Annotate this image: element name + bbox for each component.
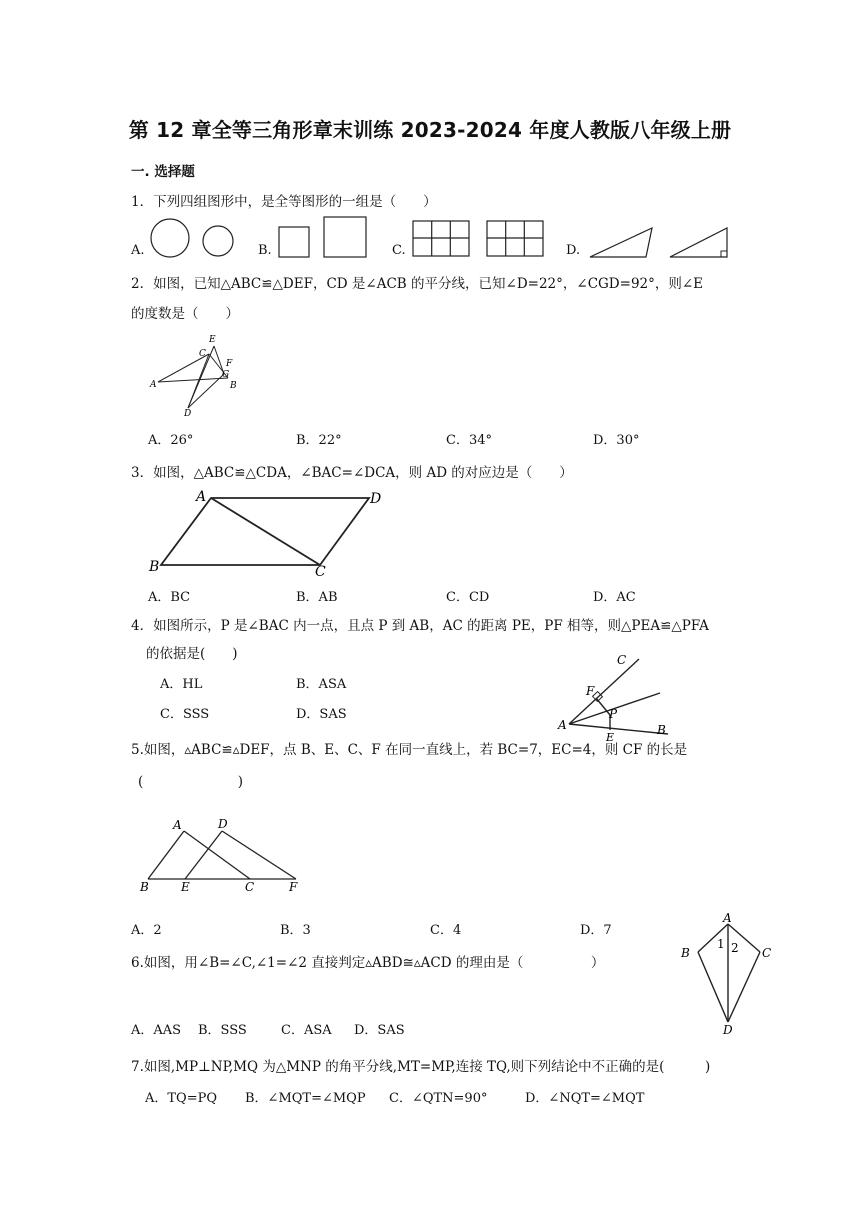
question-5-stem-line2: ( ) — [138, 774, 244, 790]
question-1-stem: 1．下列四组图形中，是全等图形的一组是（ ） — [131, 194, 437, 210]
q1-figure-circles — [148, 216, 243, 260]
q6-label-b: B — [681, 946, 690, 960]
question-2-stem-line2: 的度数是（ ） — [131, 306, 239, 322]
q1-figure-squares — [276, 214, 371, 260]
q3-figure — [145, 488, 385, 578]
q1-label-c: C. — [392, 243, 406, 258]
q4-option-b[interactable]: B．ASA — [296, 677, 347, 692]
q3-option-d[interactable]: D．AC — [593, 590, 636, 605]
page-title: 第 12 章全等三角形章末训练 2023-2024 年度人教版八年级上册 — [128, 118, 732, 142]
q6-figure — [676, 910, 786, 1036]
q2-label-f: F — [226, 359, 233, 369]
q4-label-f: F — [586, 684, 595, 698]
q2-option-c[interactable]: C．34° — [446, 433, 492, 448]
q6-option-c[interactable]: C．ASA — [281, 1023, 332, 1038]
q2-label-d: D — [184, 409, 192, 419]
q2-label-c: C — [199, 349, 206, 359]
question-2-stem-line1: 2．如图，已知△ABC≌△DEF，CD 是∠ACB 的平分线，已知∠D=22°，∠CGD=92°，则∠E — [131, 276, 704, 292]
q5-label-a: A — [173, 818, 182, 832]
question-4-stem-line2: 的依据是( ) — [146, 646, 238, 662]
q7-option-c[interactable]: C．∠QTN=90° — [389, 1091, 488, 1106]
q4-label-p: P — [609, 707, 618, 721]
q6-label-a: A — [723, 911, 732, 925]
question-4-stem-line1: 4．如图所示，P 是∠BAC 内一点，且点 P 到 AB，AC 的距离 PE，PF 相等，则△PEA≌△PFA — [131, 618, 709, 634]
q4-option-a[interactable]: A．HL — [160, 677, 203, 692]
q4-label-a: A — [558, 718, 567, 732]
q7-option-d[interactable]: D．∠NQT=∠MQT — [525, 1091, 645, 1106]
q3-label-c: C — [315, 564, 326, 580]
q4-label-e: E — [606, 731, 615, 744]
q7-option-a[interactable]: A．TQ=PQ — [145, 1091, 218, 1106]
question-5-stem-line1: 5.如图，▵ABC≌▵DEF，点 B、E、C、F 在同一直线上，若 BC=7，EC=4，则 CF 的长是 — [131, 742, 688, 758]
q5-option-d[interactable]: D．7 — [580, 923, 612, 938]
q5-option-b[interactable]: B．3 — [280, 923, 311, 938]
q5-label-d: D — [218, 817, 228, 831]
q4-label-c: C — [617, 653, 627, 667]
q3-option-a[interactable]: A．BC — [148, 590, 191, 605]
q5-label-e: E — [181, 880, 190, 894]
q5-option-c[interactable]: C．4 — [430, 923, 462, 938]
q5-option-a[interactable]: A．2 — [131, 923, 162, 938]
q2-option-d[interactable]: D．30° — [593, 433, 640, 448]
q4-figure — [556, 651, 686, 743]
q2-option-b[interactable]: B．22° — [296, 433, 342, 448]
q4-option-d[interactable]: D．SAS — [296, 707, 347, 722]
q1-figure-triangles — [586, 220, 736, 260]
q5-figure — [138, 815, 308, 895]
question-3-stem: 3．如图，△ABC≌△CDA，∠BAC=∠DCA，则 AD 的对应边是（ ） — [131, 465, 573, 481]
q5-label-f: F — [289, 880, 298, 894]
q1-label-d: D. — [566, 243, 581, 258]
q6-label-1: 1 — [717, 937, 725, 951]
q6-label-d: D — [723, 1023, 733, 1037]
q3-option-c[interactable]: C．CD — [446, 590, 490, 605]
section-heading: 一. 选择题 — [131, 164, 195, 180]
q6-option-a[interactable]: A．AAS — [131, 1023, 182, 1038]
q3-label-a: A — [196, 489, 207, 505]
q1-figure-grids — [410, 218, 550, 260]
question-7-stem: 7.如图,MP⊥NP,MQ 为△MNP 的角平分线,MT=MP,连接 TQ,则下列结论中不正确的是( ) — [131, 1059, 711, 1075]
q2-label-a: A — [150, 380, 157, 390]
q1-label-a: A. — [131, 243, 145, 258]
q2-label-b: B — [230, 381, 237, 391]
q6-option-b[interactable]: B．SSS — [198, 1023, 247, 1038]
question-6-stem: 6.如图，用∠B=∠C,∠1=∠2 直接判定▵ABD≅▵ACD 的理由是（ ） — [131, 955, 605, 971]
q3-option-b[interactable]: B．AB — [296, 590, 338, 605]
q6-option-d[interactable]: D．SAS — [354, 1023, 405, 1038]
q5-label-b: B — [140, 880, 149, 894]
q6-label-c: C — [762, 946, 772, 960]
q2-label-g: G — [222, 370, 230, 380]
q6-label-2: 2 — [731, 941, 739, 955]
q2-figure — [148, 332, 248, 418]
q1-label-b: B. — [258, 243, 272, 258]
q5-label-c: C — [245, 880, 255, 894]
q2-option-a[interactable]: A．26° — [148, 433, 194, 448]
q3-label-d: D — [370, 491, 382, 507]
q4-label-b: B — [657, 723, 666, 737]
q3-label-b: B — [149, 559, 160, 575]
q4-option-c[interactable]: C．SSS — [160, 707, 210, 722]
q7-option-b[interactable]: B．∠MQT=∠MQP — [245, 1091, 366, 1106]
q2-label-e: E — [209, 335, 216, 345]
